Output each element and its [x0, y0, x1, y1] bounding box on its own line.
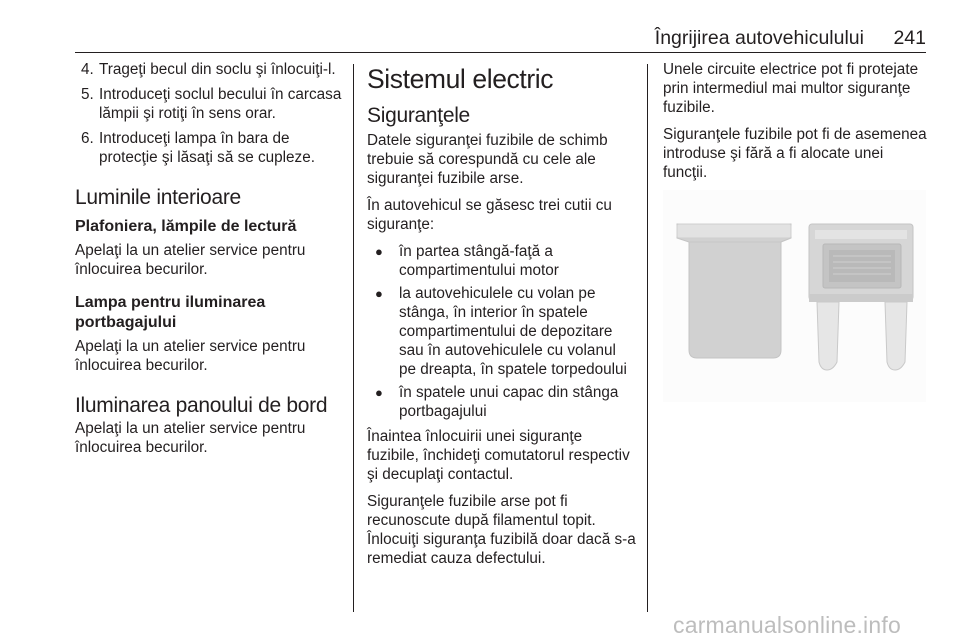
- step-text: Introduceţi soclul becului în carcasa lămpii şi rotiţi în sens orar.: [99, 86, 342, 122]
- list-item: [367, 284, 637, 379]
- instrument-panel-text: Apelaţi la un atelier service pentru înlocuirea becurilor.: [75, 420, 306, 456]
- interior-lights-heading: Luminile interioare: [75, 186, 241, 209]
- fuses-para-6: Siguranţele fuzibile pot fi de asemenea introduse şi fără a fi alocate unei funcţii.: [663, 126, 927, 181]
- bullet-icon: ●: [375, 385, 383, 400]
- running-title: Îngrijirea autovehiculului: [654, 27, 864, 49]
- watermark: carmanualsonline.info: [673, 612, 901, 638]
- column-right: [663, 60, 929, 190]
- bullet-text: la autovehiculele cu volan pe stânga, în interior în spatele compartimentului de depozitare sau în autovehiculele cu volanul pe dreapta, în spatele torpedoului: [399, 285, 627, 378]
- step-number: 6.: [81, 130, 94, 147]
- page-number: 241: [893, 27, 926, 49]
- column-left: [75, 60, 343, 465]
- step-number: 5.: [81, 86, 94, 103]
- step-text: Introduceţi lampa în bara de protecţie şi lăsaţi să se cupleze.: [99, 130, 315, 166]
- column-divider: [353, 64, 354, 612]
- fuses-para-1: Datele siguranţei fuzibile de schimb trebuie să corespundă cu cele ale siguranţei fuzibile arse.: [367, 132, 608, 187]
- column-divider: [647, 64, 648, 612]
- fuse-icon: [663, 190, 926, 402]
- fuse-box-locations-list: [367, 242, 637, 421]
- bullet-text: în partea stângă-faţă a compartimentului motor: [399, 243, 559, 279]
- step-number: 4.: [81, 61, 94, 78]
- bullet-icon: ●: [375, 286, 383, 301]
- list-item: [367, 383, 637, 421]
- list-item: [75, 60, 343, 79]
- load-compartment-text: Apelaţi la un atelier service pentru înlocuirea becurilor.: [75, 338, 306, 374]
- bullet-icon: ●: [375, 244, 383, 259]
- fuses-para-5: Unele circuite electrice pot fi protejate prin intermediul mai multor siguranţe fuzibile.: [663, 61, 919, 116]
- fuses-heading: Siguranţele: [367, 104, 470, 127]
- fuses-para-2: În autovehicul se găsesc trei cutii cu siguranţe:: [367, 197, 612, 233]
- load-compartment-heading: Lampa pentru iluminarea portbagajului: [75, 294, 266, 331]
- section-title: Sistemul electric: [367, 64, 554, 94]
- list-item: [75, 85, 343, 123]
- courtesy-lights-heading: Plafoniera, lămpile de lectură: [75, 218, 297, 235]
- fuse-illustration: [663, 190, 926, 402]
- bulb-steps-list: [75, 60, 343, 167]
- page-header: [75, 26, 926, 53]
- step-text: Trageţi becul din soclu şi înlocuiţi-l.: [99, 61, 336, 78]
- bullet-text: în spatele unui capac din stânga portbagajului: [399, 384, 619, 420]
- fuses-para-3: Înaintea înlocuirii unei siguranţe fuzibile, închideţi comutatorul respectiv şi decuplaţi contactul.: [367, 428, 630, 483]
- courtesy-lights-text: Apelaţi la un atelier service pentru înlocuirea becurilor.: [75, 242, 306, 278]
- fuses-para-4: Siguranţele fuzibile arse pot fi recunoscute după filamentul topit. Înlocuiţi siguranţa fuzibilă doar dacă s-a remediat cauza defectului.: [367, 493, 636, 567]
- list-item: [367, 242, 637, 280]
- instrument-panel-heading: Iluminarea panoului de bord: [75, 394, 328, 417]
- list-item: [75, 129, 343, 167]
- column-middle: [367, 60, 637, 576]
